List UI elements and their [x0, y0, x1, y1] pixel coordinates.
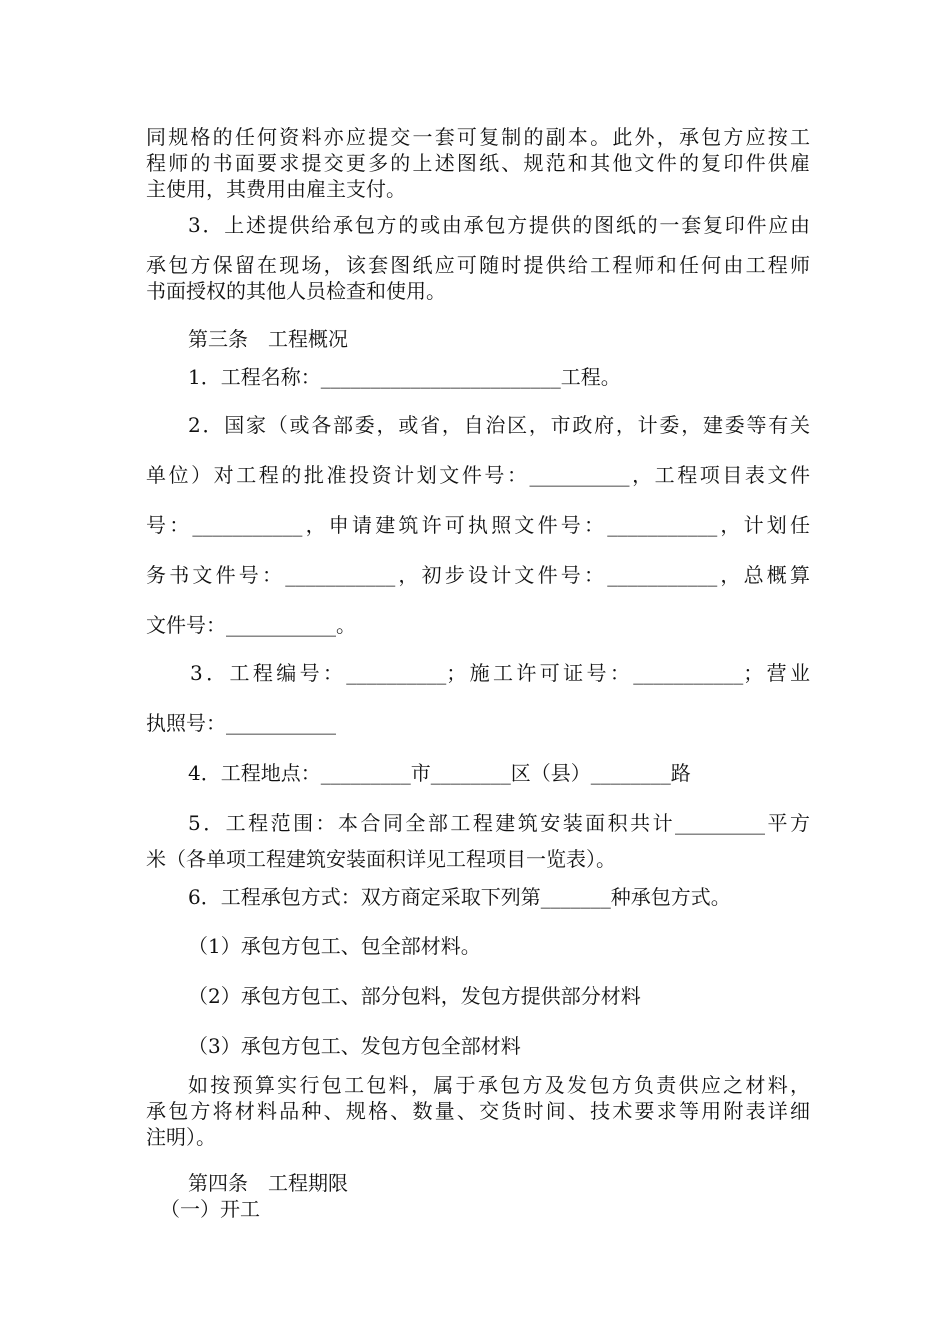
article3-option-3: （3）承包方包工、发包方包全部材料 — [188, 1034, 521, 1058]
article3-option-2: （2）承包方包工、部分包料，发包方提供部分材料 — [188, 984, 641, 1008]
article3-item4-location: 4．工程地点：_________市________区（县）________路 — [188, 761, 691, 785]
article3-note-line-3: 注明）。 — [146, 1125, 216, 1149]
article3-item2-line-1: 2．国家（或各部委，或省，自治区，市政府，计委，建委等有关 — [188, 413, 810, 437]
article3-item2-line-3: 号：___________，申请建筑许可执照文件号：___________，计划任 — [146, 513, 810, 537]
article3-item6-contract-mode: 6．工程承包方式：双方商定采取下列第_______种承包方式。 — [188, 885, 731, 909]
article2-continuation-line-1: 同规格的任何资料亦应提交一套可复制的副本。此外，承包方应按工 — [146, 125, 810, 149]
article3-note-line-1: 如按预算实行包工包料，属于承包方及发包方负责供应之材料， — [188, 1073, 810, 1097]
article3-item5-line-1: 5．工程范围：本合同全部工程建筑安装面积共计_________平方 — [188, 811, 810, 835]
article3-item2-line-5: 文件号：___________。 — [146, 613, 356, 637]
article3-item3-line-1: 3．工程编号：__________；施工许可证号：___________；营业 — [190, 661, 810, 685]
article3-heading: 第三条 工程概况 — [188, 327, 348, 351]
article3-item1-project-name: 1．工程名称：________________________工程。 — [188, 365, 621, 389]
article3-option-1: （1）承包方包工、包全部材料。 — [188, 934, 481, 958]
article2-continuation-line-2: 程师的书面要求提交更多的上述图纸、规范和其他文件的复印件供雇 — [146, 151, 810, 175]
article3-note-line-2: 承包方将材料品种、规格、数量、交货时间、技术要求等用附表详细 — [146, 1099, 810, 1123]
article3-item2-line-2: 单位）对工程的批准投资计划文件号：__________，工程项目表文件 — [146, 463, 810, 487]
article2-clause3-line-3: 书面授权的其他人员检查和使用。 — [146, 279, 446, 303]
article2-continuation-line-3: 主使用，其费用由雇主支付。 — [146, 177, 406, 201]
article4-subsection-start: （一）开工 — [160, 1197, 260, 1221]
article4-heading: 第四条 工程期限 — [188, 1171, 348, 1195]
article2-clause3-line-2: 承包方保留在现场，该套图纸应可随时提供给工程师和任何由工程师 — [146, 253, 810, 277]
article3-item5-line-2: 米（各单项工程建筑安装面积详见工程项目一览表）。 — [146, 847, 616, 871]
article2-clause3-line-1: 3．上述提供给承包方的或由承包方提供的图纸的一套复印件应由 — [188, 213, 810, 237]
article3-item2-line-4: 务书文件号：___________，初步设计文件号：___________，总概算 — [146, 563, 810, 587]
article3-item3-line-2: 执照号：___________ — [146, 711, 336, 735]
